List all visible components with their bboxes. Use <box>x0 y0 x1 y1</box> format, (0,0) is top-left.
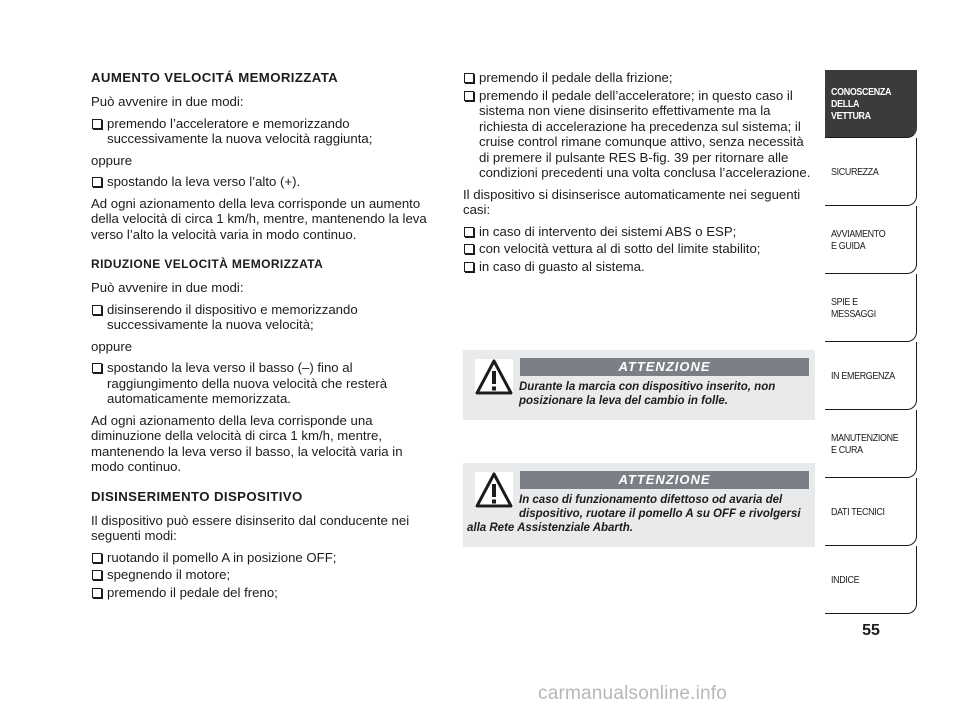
checkbox-bullet-icon <box>92 553 102 563</box>
list-item: spostando la leva verso l’alto (+). <box>91 174 439 190</box>
checkbox-bullet-icon <box>92 177 102 187</box>
tab-indice[interactable]: INDICE <box>825 546 917 614</box>
list-item: in caso di guasto al sistema. <box>463 259 815 275</box>
bullet-list <box>91 360 439 407</box>
checkbox-bullet-icon <box>464 244 474 254</box>
list-item: spegnendo il motore; <box>91 567 439 583</box>
list-item: disinserendo il dispositivo e memorizzando successivamente la nuova velocità; <box>91 302 439 333</box>
tab-conoscenza-della-vettura[interactable]: CONOSCENZA DELLA VETTURA <box>825 70 917 138</box>
tab-sicurezza[interactable]: SICUREZZA <box>825 138 917 206</box>
warning-text: In caso di funzionamento difettoso od avaria del dispositivo, ruotare il pomello A su OFF e rivolgersi alla Rete Assistenziale Abarth. <box>467 494 801 534</box>
warning-triangle-icon <box>475 359 513 395</box>
list-item: premendo il pedale dell’acceleratore; in questo caso il sistema non viene disinserito effettivamente ma la richiesta di accelerazione ha precedenza sul sistema; il cruise control rimane comunque attivo, senza necessità di premere il pulsante RES B-fig. 39 per ritornare alle condizioni precedenti una volta conclusa l’accelerazione. <box>463 88 815 181</box>
list-item: premendo il pedale della frizione; <box>463 70 815 86</box>
checkbox-bullet-icon <box>464 227 474 237</box>
list-item: con velocità vettura al di sotto del limite stabilito; <box>463 241 815 257</box>
checkbox-bullet-icon <box>464 73 474 83</box>
paragraph: Ad ogni azionamento della leva corrisponde una diminuzione della velocità di circa 1 km/h, mentre, mantenendo la leva verso il basso, la velocità varia in modo continuo. <box>91 412 403 474</box>
checkbox-bullet-icon <box>92 588 102 598</box>
warning-box <box>463 463 815 547</box>
page-number: 55 <box>862 622 880 639</box>
paragraph-oppure: oppure <box>91 338 133 354</box>
list-item: spostando la leva verso il basso (–) fino al raggiungimento della nuova velocità che resterà automaticamente memorizzata. <box>91 360 439 407</box>
paragraph-oppure: oppure <box>91 152 133 168</box>
tab-manutenzione-e-cura[interactable]: MANUTENZIONE E CURA <box>825 410 917 478</box>
paragraph: Può avvenire in due modi: <box>91 280 244 295</box>
checkbox-bullet-icon <box>92 570 102 580</box>
heading-disinserimento: DISINSERIMENTO DISPOSITIVO <box>91 488 303 504</box>
tab-spie-e-messaggi[interactable]: SPIE E MESSAGGI <box>825 274 917 342</box>
heading-riduzione: RIDUZIONE VELOCITÀ MEMORIZZATA <box>91 257 324 271</box>
warning-title: ATTENZIONE <box>520 471 809 489</box>
warning-title: ATTENZIONE <box>520 358 809 376</box>
bullet-list <box>463 70 815 181</box>
warning-text: Durante la marcia con dispositivo inserito, non posizionare la leva del cambio in folle. <box>519 381 776 407</box>
tab-in-emergenza[interactable]: IN EMERGENZA <box>825 342 917 410</box>
paragraph: Il dispositivo può essere disinserito dal conducente nei seguenti modi: <box>91 512 410 543</box>
checkbox-bullet-icon <box>92 363 102 373</box>
bullet-list <box>91 174 439 190</box>
checkbox-bullet-icon <box>464 262 474 272</box>
checkbox-bullet-icon <box>92 305 102 315</box>
tab-avviamento-e-guida[interactable]: AVVIAMENTO E GUIDA <box>825 206 917 274</box>
right-column <box>463 70 815 280</box>
tab-dati-tecnici[interactable]: DATI TECNICI <box>825 478 917 546</box>
bullet-list <box>91 550 439 601</box>
checkbox-bullet-icon <box>464 91 474 101</box>
paragraph: Ad ogni azionamento della leva corrisponde un aumento della velocità di circa 1 km/h, mentre, mantenendo la leva verso l’alto la velocità varia in modo continuo. <box>91 195 427 242</box>
heading-aumento: AUMENTO VELOCITÁ MEMORIZZATA <box>91 70 339 85</box>
paragraph: Il dispositivo si disinserisce automaticamente nei seguenti casi: <box>463 186 801 217</box>
list-item: ruotando il pomello A in posizione OFF; <box>91 550 439 566</box>
watermark-text: carmanualsonline.info <box>538 683 728 704</box>
bullet-list <box>91 302 439 333</box>
list-item: premendo il pedale del freno; <box>91 585 439 601</box>
paragraph: Può avvenire in due modi: <box>91 94 244 109</box>
checkbox-bullet-icon <box>92 119 102 129</box>
bullet-list <box>91 116 439 147</box>
list-item: in caso di intervento dei sistemi ABS o ESP; <box>463 224 815 240</box>
warning-text-container <box>467 493 807 535</box>
chapter-sidebar <box>825 70 917 614</box>
left-column <box>91 70 439 606</box>
warning-box <box>463 350 815 420</box>
list-item: premendo l’acceleratore e memorizzando successivamente la nuova velocità raggiunta; <box>91 116 439 147</box>
bullet-list <box>463 224 815 275</box>
